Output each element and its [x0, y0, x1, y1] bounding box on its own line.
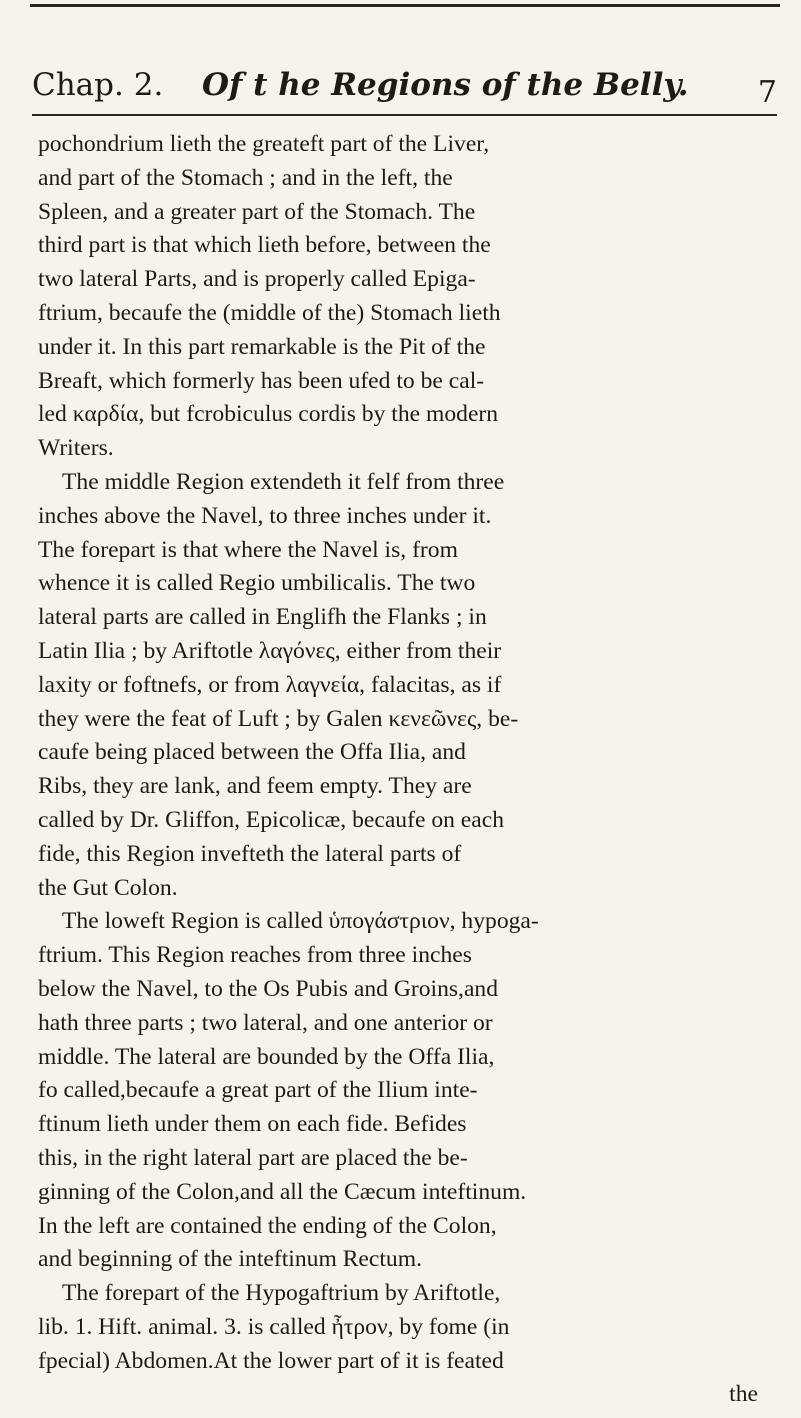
text-line: below the Navel, to the Os Pubis and Groins,and	[38, 975, 499, 1002]
text-line: led καρδία, but fcrobiculus cordis by the modern	[38, 401, 499, 428]
text-line: lib. 1. Hift. animal. 3. is called ἦτρον, by fome (in	[38, 1313, 510, 1340]
text-line: fpecial) Abdomen.At the lower part of it is feated	[38, 1347, 504, 1374]
text-line: ftrium. This Region reaches from three inches	[38, 942, 472, 969]
text-line: and part of the Stomach ; and in the left, the	[38, 164, 453, 191]
text-line: ftinum lieth under them on each fide. Befides	[38, 1111, 467, 1138]
text-line: under it. In this part remarkable is the Pit of the	[38, 333, 486, 360]
page-number: 7	[757, 75, 777, 110]
text-line: The loweft Region is called ὑπογάστριον, hypoga-	[62, 908, 539, 935]
running-header	[32, 62, 777, 108]
text-line: called by Dr. Gliffon, Epicolicæ, becaufe on each	[38, 806, 505, 833]
text-line: third part is that which lieth before, between the	[38, 232, 491, 259]
text-line: middle. The lateral are bounded by the Offa Ilia,	[38, 1043, 495, 1070]
text-line: In the left are contained the ending of the Colon,	[38, 1212, 497, 1239]
text-line: they were the feat of Luft ; by Galen κενεῶνες, be-	[38, 705, 519, 732]
text-line: laxity or foftnefs, or from λαγνεία, falacitas, as if	[38, 671, 502, 698]
text-line: Writers.	[38, 435, 114, 462]
text-line: and beginning of the inteftinum Rectum.	[38, 1246, 422, 1273]
top-border-rule	[30, 4, 780, 7]
text-line: Ribs, they are lank, and feem empty. They are	[38, 773, 472, 800]
text-line: inches above the Navel, to three inches under it.	[38, 502, 492, 529]
text-line: the	[729, 1381, 758, 1408]
text-line: hath three parts ; two lateral, and one anterior or	[38, 1009, 493, 1036]
running-title: Of t he Regions of the Belly.	[202, 67, 689, 103]
text-line: two lateral Parts, and is properly called Epiga-	[38, 266, 476, 293]
text-line: Spleen, and a greater part of the Stomach. The	[38, 198, 476, 225]
text-line: The forepart of the Hypogaftrium by Ariftotle,	[62, 1280, 501, 1307]
text-line: Breaft, which formerly has been ufed to be cal-	[38, 367, 485, 394]
text-line: fide, this Region invefteth the lateral parts of	[38, 840, 462, 867]
chapter-label: Chap. 2.	[32, 67, 164, 103]
header-rule	[32, 114, 777, 116]
text-line: ftrium, becaufe the (middle of the) Stomach lieth	[38, 299, 501, 326]
text-line: whence it is called Regio umbilicalis. The two	[38, 570, 476, 597]
text-line: fo called,becaufe a great part of the Ilium inte-	[38, 1077, 478, 1104]
text-line: ginning of the Colon,and all the Cæcum inteftinum.	[38, 1178, 527, 1205]
text-line: pochondrium lieth the greateft part of the Liver,	[38, 131, 490, 157]
text-line: The middle Region extendeth it felf from three	[62, 468, 505, 495]
body-text	[38, 128, 768, 1412]
text-line: this, in the right lateral part are placed the be-	[38, 1144, 468, 1171]
text-line: Latin Ilia ; by Ariftotle λαγόνες, either from their	[38, 637, 502, 664]
text-line: the Gut Colon.	[38, 874, 178, 901]
text-line: caufe being placed between the Offa Ilia, and	[38, 739, 466, 766]
text-line: The forepart is that where the Navel is, from	[38, 536, 458, 563]
text-line: lateral parts are called in Englifh the Flanks ; in	[38, 604, 487, 631]
